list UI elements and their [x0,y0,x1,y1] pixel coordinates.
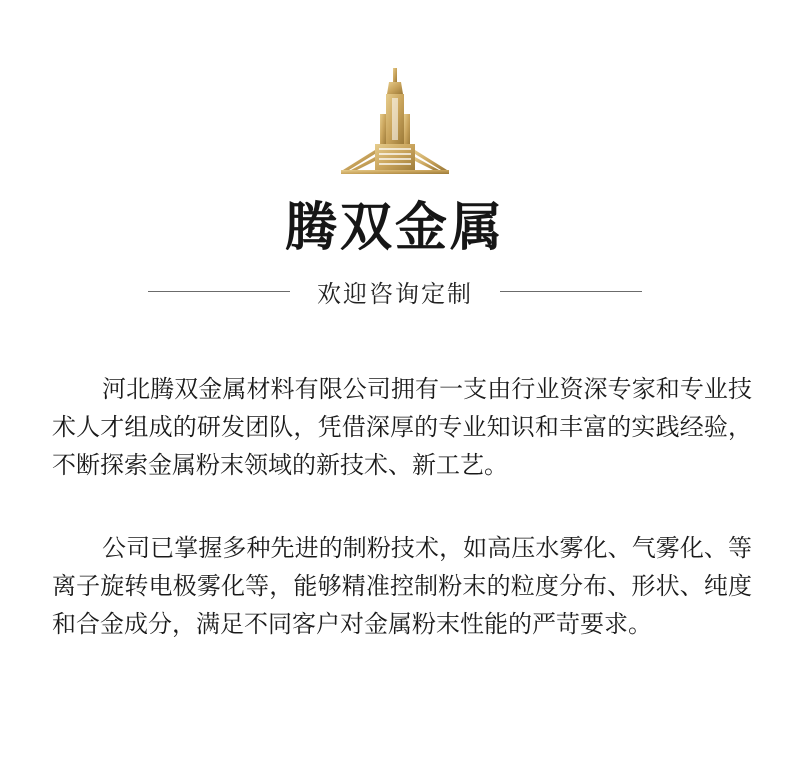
tower-logo-icon [341,68,449,174]
intro-paragraph-2: 公司已掌握多种先进的制粉技术，如高压水雾化、气雾化、等离子旋转电极雾化等，能够精准控制粉末的粒度分布、形状、纯度和合金成分，满足不同客户对金属粉末性能的严苛要求。 [52,534,752,638]
subtitle-row [148,272,642,310]
left-divider [148,291,290,292]
intro-paragraph-1: 河北腾双金属材料有限公司拥有一支由行业资深专家和专业技术人才组成的研发团队，凭借深厚的专业知识和丰富的实践经验，不断探索金属粉末领域的新技术、新工艺。 [52,375,752,479]
subtitle: 欢迎咨询定制 [317,279,473,308]
right-divider [500,291,642,292]
brand-title: 腾双金属 [284,198,505,258]
